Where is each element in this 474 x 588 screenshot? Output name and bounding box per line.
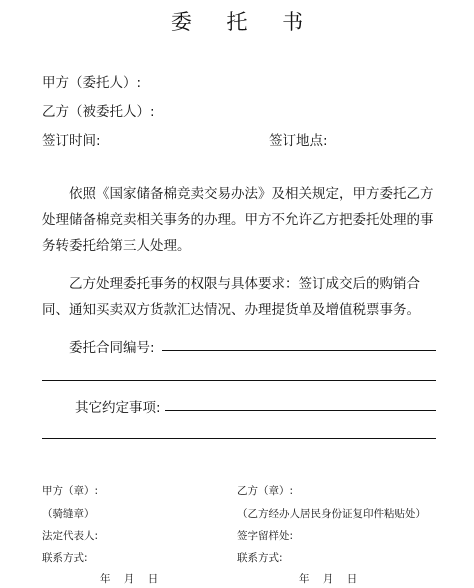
authority-paragraph: 乙方处理委托事务的权限与具体要求：签订成交后的购销合同、通知买卖双方货款汇达情况、办理提货单及增值税票事务。 bbox=[42, 276, 420, 318]
sign-time-label: 签订时间: bbox=[42, 133, 101, 149]
principal-date: 年 月 日 bbox=[100, 573, 159, 585]
blank-line bbox=[42, 438, 436, 439]
other-terms-label: 其它约定事项: bbox=[75, 400, 161, 416]
other-terms-line bbox=[165, 410, 436, 411]
agent-seal-label: 乙方（章）: bbox=[237, 485, 294, 497]
signature-sample-label: 签字留样处: bbox=[237, 530, 294, 542]
document-title: 委 托 书 bbox=[170, 10, 318, 34]
cross-seal-label: （骑缝章） bbox=[42, 508, 95, 520]
principal-label: 甲方（委托人）: bbox=[42, 75, 142, 91]
agent-contact-label: 联系方式: bbox=[237, 552, 283, 564]
id-copy-note: （乙方经办人居民身份证复印件粘贴处） bbox=[237, 508, 426, 520]
agent-date: 年 月 日 bbox=[299, 573, 358, 585]
principal-contact-label: 联系方式: bbox=[42, 552, 88, 564]
legal-representative-label: 法定代表人: bbox=[42, 530, 99, 542]
contract-number-label: 委托合同编号: bbox=[69, 340, 155, 356]
blank-line bbox=[42, 380, 436, 381]
delegation-paragraph: 依照《国家储备棉竞卖交易办法》及相关规定，甲方委托乙方处理储备棉竞卖相关事务的办理。甲方不允许乙方把委托处理的事务转委托给第三人处理。 bbox=[42, 186, 434, 254]
contract-number-line bbox=[162, 350, 436, 351]
principal-seal-label: 甲方（章）: bbox=[42, 485, 99, 497]
agent-label: 乙方（被委托人）: bbox=[42, 104, 155, 120]
sign-place-label: 签订地点: bbox=[269, 133, 328, 149]
